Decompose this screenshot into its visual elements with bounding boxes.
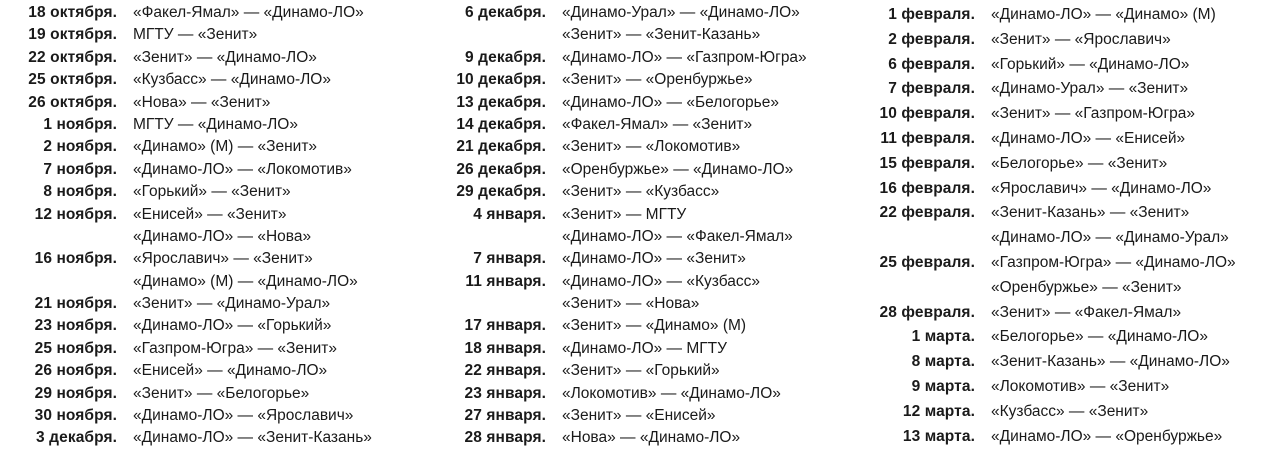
schedule-row [850,254,1280,279]
match-teams: «Зенит» — «Нова» [562,295,700,313]
match-teams: «Динамо-ЛО» — МГТУ [562,339,727,357]
match-date: 7 ноября. [43,160,117,178]
match-date: 30 ноября. [34,407,117,425]
match-date: 1 ноября. [43,115,117,133]
match-teams: «Зенит» — «Динамо» (М) [562,317,747,335]
schedule-row [420,407,850,429]
schedule-row [0,71,420,93]
match-date: 1 февраля. [888,6,975,23]
match-teams: «Кузбасс» — «Динамо-ЛО» [133,71,331,89]
match-date: 9 марта. [911,377,975,395]
match-teams: «Динамо-ЛО» — «Белогорье» [562,93,779,111]
schedule-row [850,353,1280,378]
match-date: 18 января. [464,339,546,357]
schedule-row [0,161,420,183]
match-date: 17 января. [464,317,546,335]
match-teams: «Динамо-ЛО» — «Нова» [133,227,312,245]
match-date: 22 февраля. [879,204,975,222]
match-date: 13 марта. [902,427,975,445]
match-teams: «Зенит» — «Газпром-Югра» [991,105,1195,123]
schedule-row [0,317,420,339]
match-date: 25 февраля. [879,253,975,271]
match-date: 12 ноября. [34,205,117,223]
match-date: 23 января. [464,384,546,402]
schedule-row [850,279,1280,304]
match-date: 23 ноября. [34,317,117,335]
match-teams: «Зенит-Казань» — «Зенит» [991,204,1190,222]
schedule-row [850,328,1280,353]
match-teams: «Горький» — «Динамо-ЛО» [991,55,1190,73]
match-teams: «Динамо-ЛО» — «Горький» [133,317,332,335]
schedule-row [850,56,1280,81]
match-date: 8 марта. [911,353,975,371]
match-date: 22 октября. [28,48,117,66]
match-teams: «Зенит» — «Динамо-Урал» [133,295,331,313]
match-date: 28 января. [464,429,546,447]
match-date: 21 ноября. [34,295,117,313]
match-teams: «Зенит» — «Горький» [562,362,720,380]
match-teams: «Динамо-ЛО» — «Локомотив» [133,160,352,178]
match-date: 6 февраля. [888,55,975,73]
match-teams: «Зенит» — «Ярославич» [991,30,1171,48]
schedule-row [850,130,1280,155]
match-teams: «Зенит» — «Зенит-Казань» [562,26,761,44]
schedule-row [850,304,1280,329]
match-teams: «Динамо-ЛО» — «Факел-Ямал» [562,227,793,245]
schedule-row [420,138,850,160]
schedule-row [420,317,850,339]
match-teams: «Динамо-ЛО» — «Оренбуржье» [991,427,1223,445]
match-date: 3 декабря. [36,429,117,447]
match-date: 10 декабря. [456,71,546,89]
match-date: 21 декабря. [456,138,546,156]
schedule-row [0,362,420,384]
match-date: 10 февраля. [879,105,975,123]
match-date: 11 февраля. [880,129,975,147]
match-date: 15 февраля. [879,154,975,172]
match-date: 26 октября. [28,93,117,111]
match-date: 9 декабря. [465,48,546,66]
match-date: 19 октября. [28,26,117,44]
match-date: 2 ноября. [43,138,117,156]
schedule-row [0,116,420,138]
match-teams: МГТУ — «Динамо-ЛО» [133,115,298,133]
schedule-row [850,180,1280,205]
schedule-row [850,6,1280,31]
match-teams: «Зенит» — «Белогорье» [133,384,310,402]
match-teams: «Динамо» (М) — «Зенит» [133,138,318,156]
schedule-row [420,94,850,116]
match-teams: «Динамо-Урал» — «Зенит» [991,80,1189,98]
schedule-row [850,204,1280,229]
match-teams: «Динамо» (М) — «Динамо-ЛО» [133,272,358,290]
schedule-row [0,26,420,48]
match-teams: «Факел-Ямал» — «Динамо-ЛО» [133,4,364,21]
schedule-row [0,49,420,71]
schedule-row [0,429,420,451]
schedule-row [420,116,850,138]
match-teams: «Динамо-ЛО» — «Динамо» (М) [991,6,1216,23]
schedule-column-2 [420,0,850,452]
match-date: 22 января. [464,362,546,380]
match-date: 7 января. [473,250,546,268]
schedule-column-3 [850,0,1280,452]
schedule-row [420,228,850,250]
match-teams: «Оренбуржье» — «Зенит» [991,278,1182,296]
schedule-row [420,362,850,384]
match-date: 26 декабря. [456,160,546,178]
match-date: 26 ноября. [34,362,117,380]
schedule-row [420,429,850,451]
match-date: 29 декабря. [456,183,546,201]
schedule-row [850,403,1280,428]
schedule-row [0,228,420,250]
match-date: 11 января. [465,272,546,290]
match-teams: «Локомотив» — «Динамо-ЛО» [562,384,781,402]
match-teams: «Зенит» — «Оренбуржье» [562,71,753,89]
schedule-row [0,4,420,26]
schedule-row [420,161,850,183]
match-teams: «Енисей» — «Динамо-ЛО» [133,362,328,380]
match-date: 29 ноября. [34,384,117,402]
schedule-row [0,340,420,362]
match-teams: «Динамо-ЛО» — «Газпром-Югра» [562,48,807,66]
schedule-row [420,385,850,407]
schedule-row [0,385,420,407]
match-teams: «Нова» — «Зенит» [133,93,271,111]
schedule-row [0,250,420,272]
match-teams: «Кузбасс» — «Зенит» [991,402,1149,420]
match-teams: «Динамо-Урал» — «Динамо-ЛО» [562,4,800,21]
match-teams: «Газпром-Югра» — «Динамо-ЛО» [991,253,1236,271]
schedule-row [420,71,850,93]
schedule-row [0,206,420,228]
schedule-row [420,273,850,295]
match-teams: «Локомотив» — «Зенит» [991,377,1170,395]
schedule-row [0,407,420,429]
schedule-row [420,26,850,48]
schedule-row [850,31,1280,56]
schedule-column-1 [0,0,420,452]
match-date: 2 февраля. [888,30,975,48]
schedule-row [420,206,850,228]
match-date: 25 октября. [28,71,117,89]
schedule-row [420,295,850,317]
match-teams: МГТУ — «Зенит» [133,26,258,44]
match-teams: «Зенит» — МГТУ [562,205,687,223]
match-teams: «Динамо-ЛО» — «Зенит» [562,250,746,268]
match-teams: «Нова» — «Динамо-ЛО» [562,429,741,447]
match-teams: «Белогорье» — «Зенит» [991,154,1168,172]
match-teams: «Зенит-Казань» — «Динамо-ЛО» [991,353,1230,371]
match-teams: «Ярославич» — «Зенит» [133,250,313,268]
match-teams: «Динамо-ЛО» — «Кузбасс» [562,272,760,290]
schedule-row [0,295,420,317]
match-teams: «Динамо-ЛО» — «Ярославич» [133,407,354,425]
schedule-row [420,49,850,71]
schedule-row [420,183,850,205]
match-date: 14 декабря. [456,115,546,133]
match-teams: «Оренбуржье» — «Динамо-ЛО» [562,160,794,178]
match-date: 12 марта. [902,402,975,420]
schedule-row [0,94,420,116]
match-date: 8 ноября. [43,183,117,201]
schedule-row [420,250,850,272]
match-teams: «Зенит» — «Динамо-ЛО» [133,48,317,66]
schedule-row [850,378,1280,403]
match-date: 16 февраля. [879,179,975,197]
match-date: 27 января. [464,407,546,425]
match-date: 13 декабря. [456,93,546,111]
schedule-row [0,138,420,160]
schedule-row [850,229,1280,254]
schedule-row [420,340,850,362]
match-teams: «Енисей» — «Зенит» [133,205,287,223]
schedule-row [850,428,1280,453]
match-date: 28 февраля. [879,303,975,321]
match-date: 1 марта. [911,328,975,346]
schedule-row [850,105,1280,130]
schedule-row [850,80,1280,105]
match-date: 16 ноября. [34,250,117,268]
match-teams: «Зенит» — «Факел-Ямал» [991,303,1182,321]
match-date: 25 ноября. [34,339,117,357]
match-date: 7 февраля. [888,80,975,98]
schedule-row [0,183,420,205]
match-date: 6 декабря. [465,4,546,21]
match-teams: «Динамо-ЛО» — «Енисей» [991,129,1186,147]
schedule-row [0,273,420,295]
match-teams: «Зенит» — «Локомотив» [562,138,741,156]
schedule-row [420,4,850,26]
match-teams: «Газпром-Югра» — «Зенит» [133,339,337,357]
match-teams: «Зенит» — «Енисей» [562,407,716,425]
match-teams: «Динамо-ЛО» — «Зенит-Казань» [133,429,372,447]
match-teams: «Зенит» — «Кузбасс» [562,183,720,201]
match-teams: «Ярославич» — «Динамо-ЛО» [991,179,1212,197]
match-teams: «Факел-Ямал» — «Зенит» [562,115,753,133]
match-teams: «Горький» — «Зенит» [133,183,291,201]
match-date: 18 октября. [28,4,117,21]
match-date: 4 января. [473,205,546,223]
schedule-row [850,155,1280,180]
match-teams: «Белогорье» — «Динамо-ЛО» [991,328,1208,346]
match-teams: «Динамо-ЛО» — «Динамо-Урал» [991,229,1229,247]
